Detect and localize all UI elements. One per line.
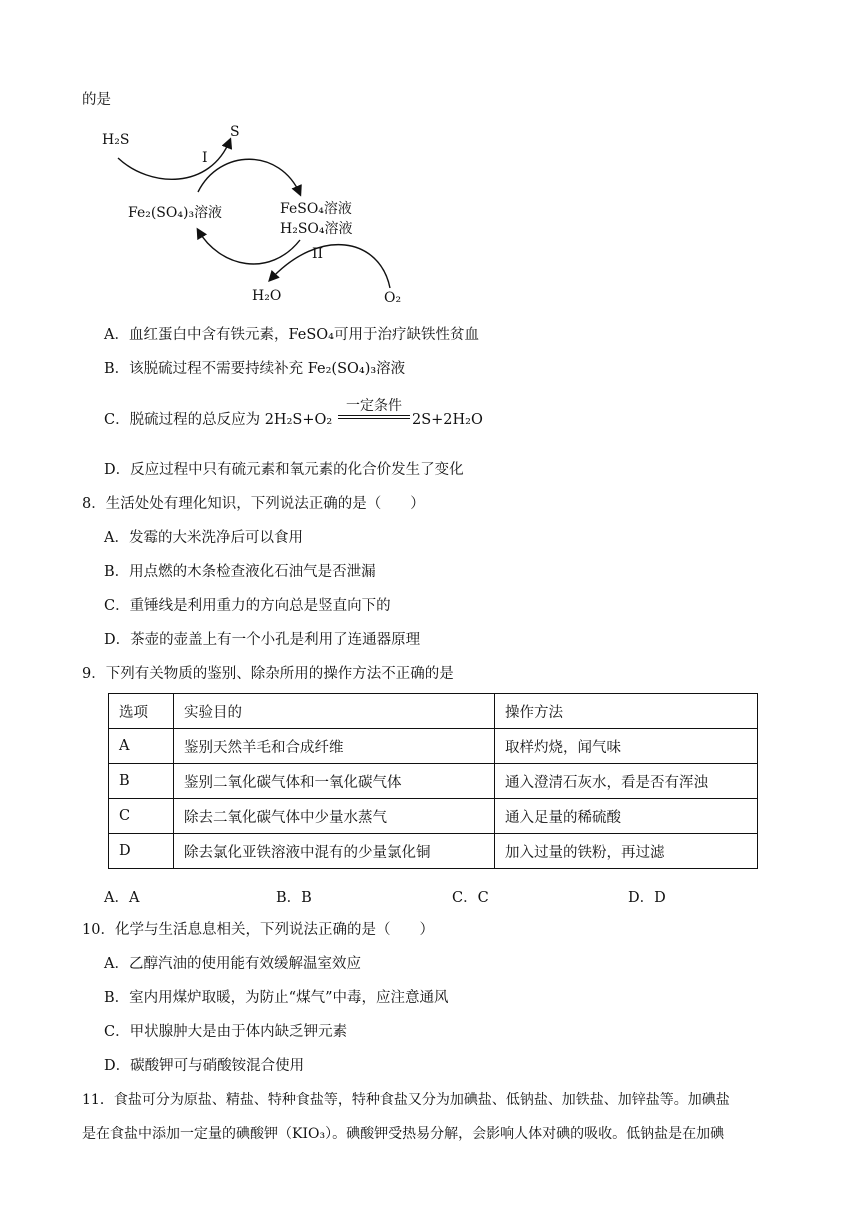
desulfurization-diagram	[90, 118, 430, 318]
header-method: 操作方法	[495, 694, 758, 729]
table-header-row	[109, 694, 758, 729]
label-roman-2: II	[312, 246, 324, 262]
table-cell: 鉴别天然羊毛和合成纤维	[174, 729, 495, 764]
label-h2so4: H₂SO₄溶液	[280, 221, 353, 237]
q10-option-d: D．碳酸钾可与硝酸铵混合使用	[104, 1058, 305, 1074]
table-cell: 加入过量的铁粉，再过滤	[495, 834, 758, 869]
q11-line-2: 是在食盐中添加一定量的碘酸钾（KIO₃）。碘酸钾受热易分解，会影响人体对碘的吸收。低钠盐是在加碘	[82, 1126, 725, 1142]
q9-choice-d: D．D	[628, 890, 666, 906]
q8-option-d: D．茶壶的壶盖上有一个小孔是利用了连通器原理	[104, 632, 421, 648]
label-h2o: H₂O	[252, 288, 282, 304]
table-cell: 取样灼烧，闻气味	[495, 729, 758, 764]
table-row	[109, 764, 758, 799]
table-cell: 通入足量的稀硫酸	[495, 799, 758, 834]
arrow-h2s-to-s	[118, 140, 230, 179]
table-row	[109, 834, 758, 869]
q9-choice-b: B．B	[276, 890, 312, 906]
label-o2: O₂	[384, 290, 402, 306]
q8-option-c: C．重锤线是利用重力的方向总是竖直向下的	[104, 598, 391, 614]
q10-option-b: B．室内用煤炉取暖，为防止“煤气”中毒，应注意通风	[104, 990, 449, 1006]
q7-option-a: A．血红蛋白中含有铁元素，FeSO₄可用于治疗缺铁性贫血	[104, 327, 479, 343]
table-row	[109, 799, 758, 834]
reaction-condition	[338, 398, 410, 419]
q10-option-c: C．甲状腺肿大是由于体内缺乏钾元素	[104, 1024, 348, 1040]
table-cell: 除去二氧化碳气体中少量水蒸气	[174, 799, 495, 834]
q7-stem-tail: 的是	[82, 92, 111, 108]
q7-option-c-prefix: C．脱硫过程的总反应为 2H₂S+O₂	[104, 412, 333, 428]
equals-sign	[338, 415, 410, 419]
label-roman-1: I	[202, 150, 208, 166]
q10-option-a: A．乙醇汽油的使用能有效缓解温室效应	[104, 956, 361, 972]
table-row	[109, 729, 758, 764]
label-s: S	[230, 124, 240, 140]
q9-choice-c: C．C	[452, 890, 489, 906]
label-fe2so43: Fe₂(SO₄)₃溶液	[128, 205, 223, 221]
header-option: 选项	[109, 694, 174, 729]
table-cell: C	[109, 799, 174, 834]
q9-choice-a: A．A	[104, 890, 140, 906]
q9-table	[108, 693, 758, 869]
table-cell: 除去氯化亚铁溶液中混有的少量氯化铜	[174, 834, 495, 869]
header-purpose: 实验目的	[174, 694, 495, 729]
q8-stem: 8．生活处处有理化知识，下列说法正确的是（ ）	[82, 496, 425, 512]
label-h2s: H₂S	[102, 132, 130, 148]
q8-option-b: B．用点燃的木条检查液化石油气是否泄漏	[104, 564, 376, 580]
table-cell: B	[109, 764, 174, 799]
q10-stem: 10．化学与生活息息相关，下列说法正确的是（ ）	[82, 922, 434, 938]
q7-option-d: D．反应过程中只有硫元素和氧元素的化合价发生了变化	[104, 462, 464, 478]
table-cell: A	[109, 729, 174, 764]
q9-choices	[104, 886, 764, 906]
q11-line-1: 11．食盐可分为原盐、精盐、特种食盐等，特种食盐又分为加碘盐、低钠盐、加铁盐、加锌盐等。加碘盐	[82, 1092, 730, 1108]
q8-option-a: A．发霉的大米洗净后可以食用	[104, 530, 303, 546]
q7-option-c-suffix: 2S+2H₂O	[412, 412, 483, 428]
table-cell: D	[109, 834, 174, 869]
q7-option-b: B．该脱硫过程不需要持续补充 Fe₂(SO₄)₃溶液	[104, 361, 406, 377]
table-cell: 鉴别二氧化碳气体和一氧化碳气体	[174, 764, 495, 799]
label-feso4: FeSO₄溶液	[280, 201, 352, 217]
table-cell: 通入澄清石灰水，看是否有浑浊	[495, 764, 758, 799]
q9-stem: 9．下列有关物质的鉴别、除杂所用的操作方法不正确的是	[82, 666, 454, 682]
reaction-condition-text: 一定条件	[346, 398, 402, 414]
